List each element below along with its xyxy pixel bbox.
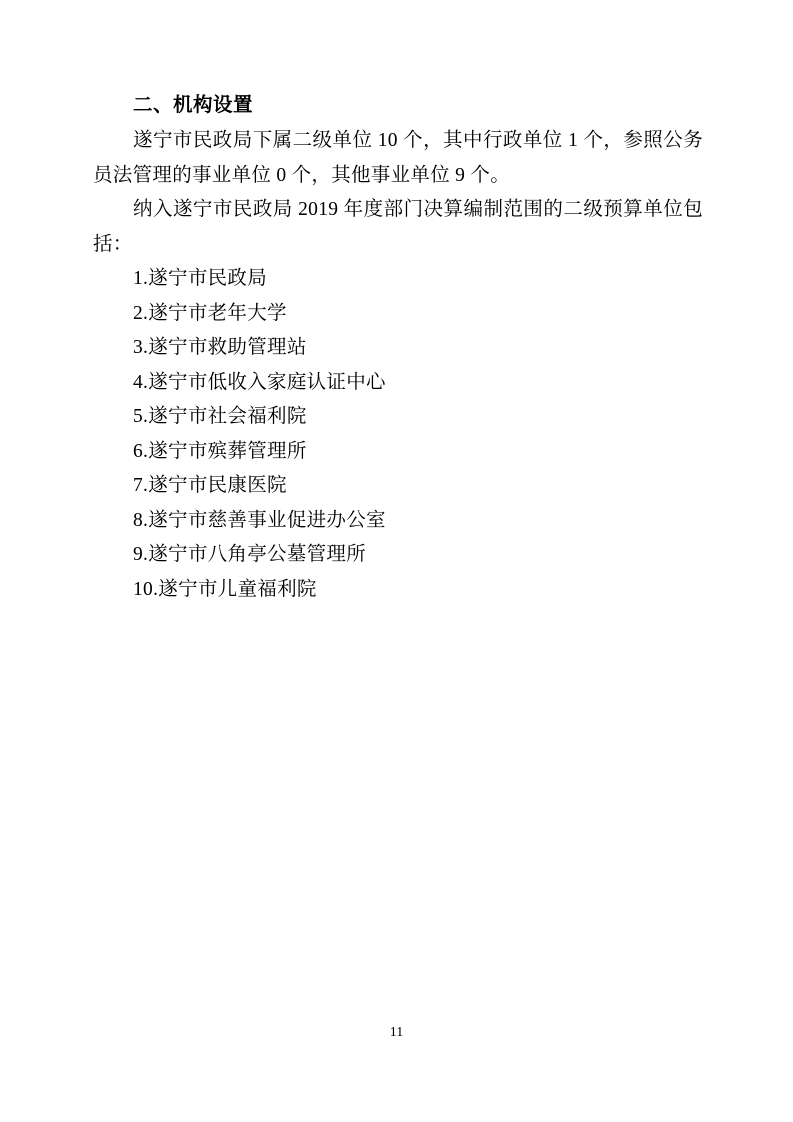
- list-item: 6.遂宁市殡葬管理所: [133, 440, 307, 462]
- list-item: 3.遂宁市救助管理站: [133, 337, 307, 358]
- paragraph-1: 遂宁市民政局下属二级单位 10 个，其中行政单位 1 个，参照公务员法管理的事业单位 0 个，其他事业单位 9 个。: [93, 130, 703, 186]
- list-item: 10.遂宁市儿童福利院: [133, 578, 317, 600]
- subordinate-unit-list: [93, 262, 703, 607]
- list-item: 8.遂宁市慈善事业促进办公室: [133, 509, 386, 531]
- document-body: [93, 88, 703, 607]
- list-item: 9.遂宁市八角亭公墓管理所: [133, 544, 367, 565]
- list-item: 5.遂宁市社会福利院: [133, 406, 307, 427]
- list-item: 1.遂宁市民政局: [133, 268, 268, 289]
- list-item: 4.遂宁市低收入家庭认证中心: [133, 371, 386, 393]
- list-item: 7.遂宁市民康医院: [133, 475, 287, 496]
- paragraph-2: 纳入遂宁市民政局 2019 年度部门决算编制范围的二级预算单位包括：: [93, 199, 703, 255]
- list-item: 2.遂宁市老年大学: [133, 302, 287, 324]
- page-number: 11: [389, 1025, 404, 1040]
- section-heading: 二、机构设置: [133, 93, 254, 116]
